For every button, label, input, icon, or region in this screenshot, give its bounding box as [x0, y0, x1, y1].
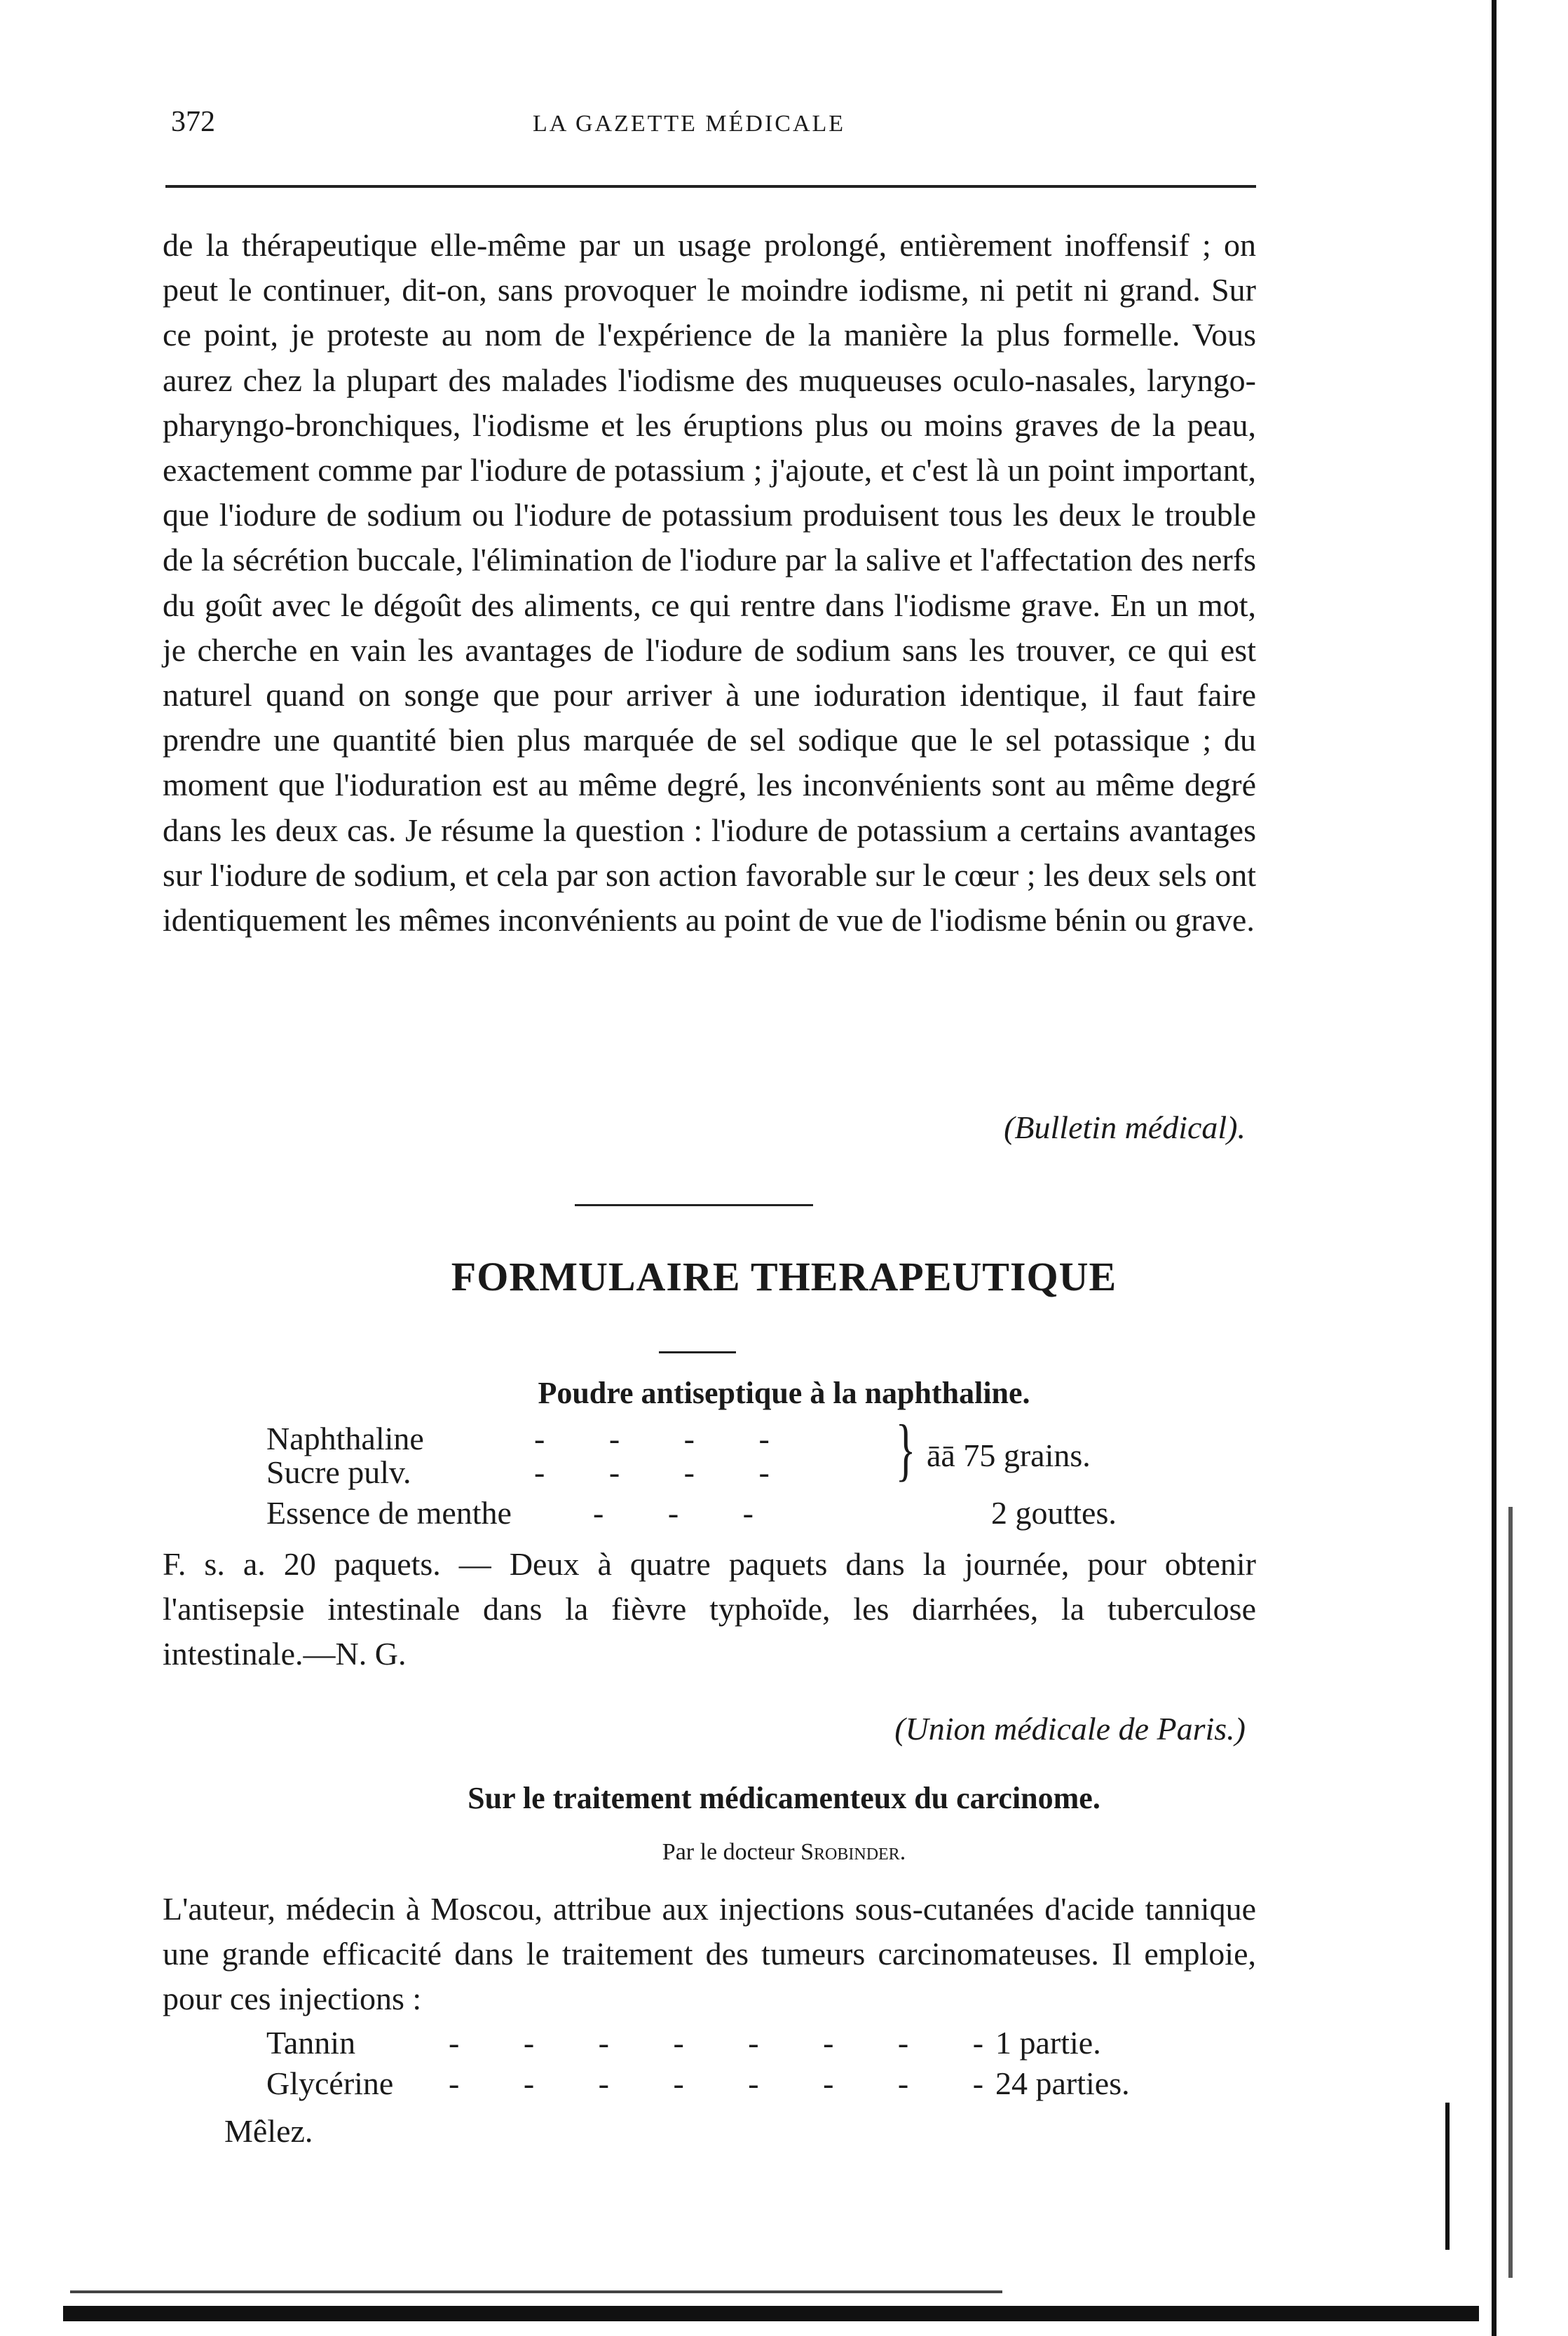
byline-prefix: Par le docteur: [662, 1839, 795, 1865]
shared-quantity: āā 75 grains.: [927, 1437, 1091, 1473]
scan-edge-line: [1492, 0, 1497, 2336]
ingredient-name: Sucre pulv.: [266, 1454, 411, 1490]
ingredient-quantity: 1 partie.: [995, 2025, 1101, 2061]
grouping-brace: }: [895, 1410, 916, 1488]
ingredient-name: Essence de menthe: [266, 1495, 512, 1531]
recipe-heading: Poudre antiseptique à la naphthaline.: [538, 1376, 1030, 1410]
running-head: LA GAZETTE MÉDICALE: [533, 111, 846, 137]
leader-dashes: - - - -: [534, 1454, 798, 1490]
section-divider: [575, 1204, 813, 1206]
page-number: 372: [171, 106, 215, 138]
scan-edge-line: [1508, 1507, 1513, 2278]
author-name: Srobinder.: [800, 1839, 906, 1865]
section-title: FORMULAIRE THERAPEUTIQUE: [451, 1254, 1117, 1299]
article-heading: Sur le traitement médicamenteux du carcinome.: [468, 1781, 1100, 1815]
ingredient-name: Tannin: [266, 2025, 356, 2061]
leader-dashes: - - -: [593, 1495, 782, 1531]
closing-instruction: Mêlez.: [224, 2113, 313, 2149]
article-continuation-text: de la thérapeutique elle-même par un usage prolongé, entièrement inoffensif ; on peut le continuer, dit-on, sans provoquer le moindre iodisme, ni petit ni grand. Sur ce point, je proteste au nom de l'expérience de la manière la plus formelle. Vous aurez chez la plupart des malades l'iodisme des muqueuses oculo-nasales, laryngo-pharyngo-bronchiques, l'iodisme et les éruptions plus ou moins graves de la peau, exactement comme par l'iodure de potassium ; j'ajoute, et c'est là un point important, que l'iodure de sodium ou l'iodure de potassium produisent tous les deux le trouble de la sécrétion buccale, l'élimination de l'iodure par la salive et l'affectation des nerfs du goût avec le dégoût des aliments, ce qui rentre dans l'iodisme grave. En un mot, je cherche en vain les avantages de l'iodure de sodium sans les trouver, ce qui est naturel quand on songe que pour arriver à une ioduration identique, il faut faire prendre une quantité bien plus marquée de sel sodique que le sel potassique ; du moment que l'ioduration est au même degré, les inconvénients sont au même degré dans les deux cas. Je résume la question : l'iodure de potassium a certains avantages sur l'iodure de sodium, et cela par son action favorable sur le cœur ; les deux sels ont identiquement les mêmes inconvénients au point de vue de l'iodisme bénin ou grave.: [163, 227, 1256, 938]
byline: [0, 1839, 1568, 1866]
leader-dashes: - - - - - - - -: [449, 2065, 1012, 2101]
ingredient-quantity: 24 parties.: [995, 2065, 1130, 2101]
source-citation-union: (Union médicale de Paris.): [894, 1711, 1246, 1747]
ingredient-quantity: 2 gouttes.: [991, 1495, 1117, 1531]
recipe-instructions: F. s. a. 20 paquets. — Deux à quatre paquets dans la journée, pour obtenir l'antisepsie intestinale dans la fièvre typhoïde, les diarrhées, la tuberculose intestinale.—N. G.: [163, 1546, 1256, 1672]
scan-bottom-band: [63, 2306, 1479, 2321]
ingredient-name: Naphthaline: [266, 1421, 424, 1456]
leader-dashes: - - - - - - - -: [449, 2025, 1012, 2061]
title-underline: [659, 1351, 736, 1353]
ingredient-name: Glycérine: [266, 2065, 394, 2101]
scan-bottom-line: [70, 2290, 1002, 2293]
header-rule: [165, 185, 1256, 188]
source-citation-bulletin: (Bulletin médical).: [1004, 1109, 1246, 1145]
leader-dashes: - - - -: [534, 1421, 798, 1456]
article-text: L'auteur, médecin à Moscou, attribue aux injections sous-cutanées d'acide tannique une grande efficacité dans le traitement des tumeurs carcinomateuses. Il emploie, pour ces injections :: [163, 1891, 1256, 2017]
scan-edge-line: [1445, 2103, 1450, 2250]
